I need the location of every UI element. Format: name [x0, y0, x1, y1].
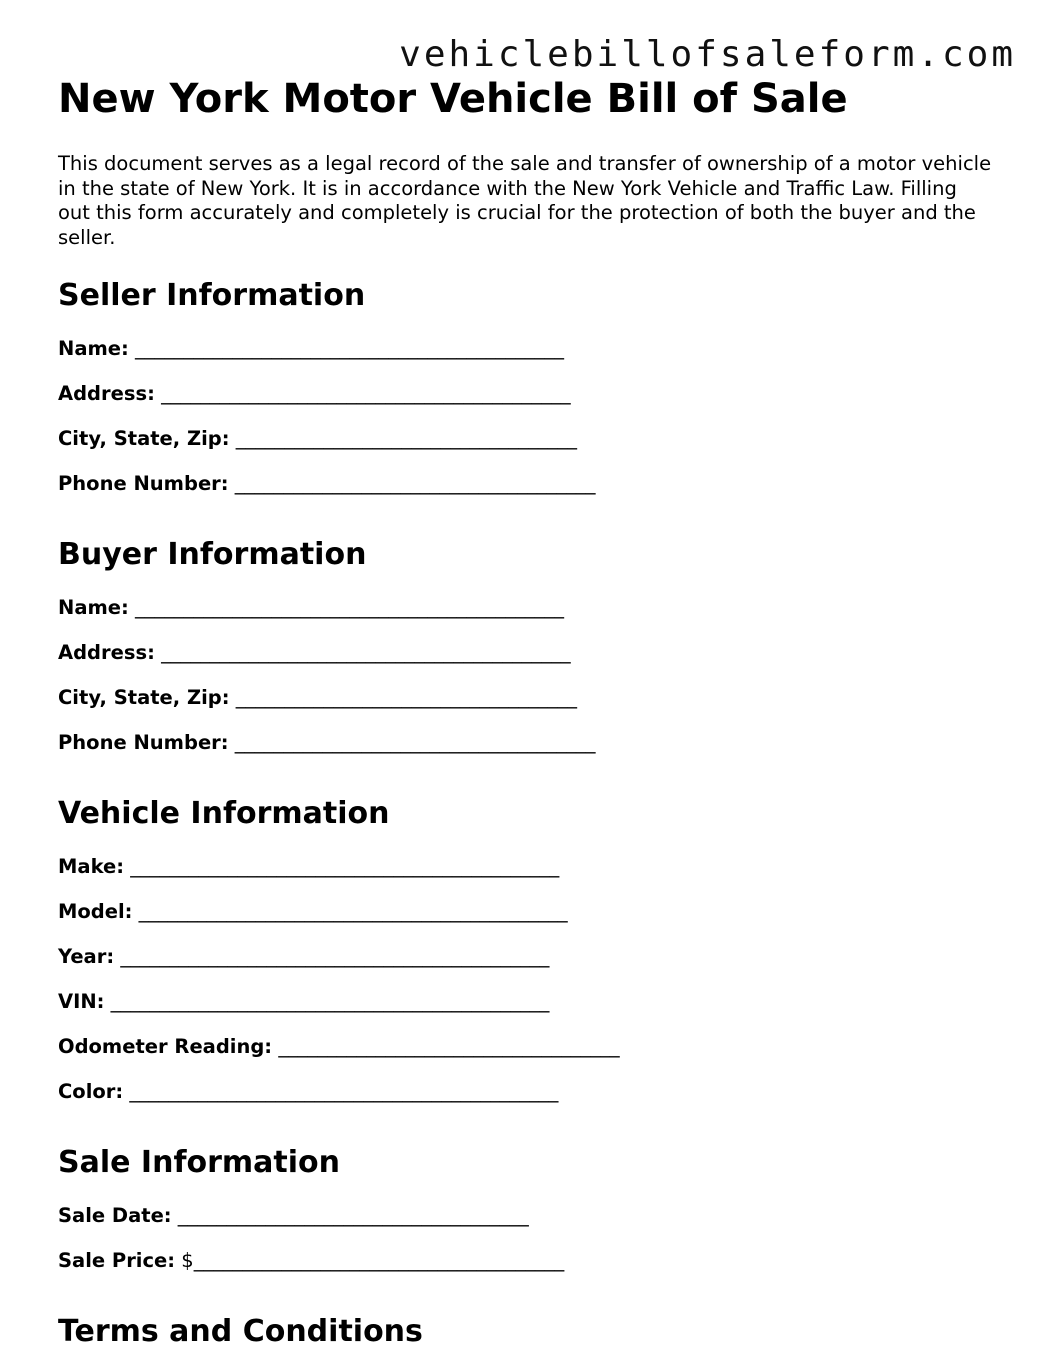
- field-label: Address:: [58, 641, 155, 664]
- seller-heading: Seller Information: [58, 278, 366, 313]
- sale-price-field[interactable]: [58, 1249, 998, 1294]
- field-label: Phone Number:: [58, 731, 229, 754]
- seller-city-state-zip-field[interactable]: [58, 427, 998, 472]
- terms-section: [58, 1312, 998, 1352]
- field-label: VIN:: [58, 990, 105, 1013]
- field-label: Color:: [58, 1080, 124, 1103]
- field-label: Address:: [58, 382, 155, 405]
- terms-heading: Terms and Conditions: [58, 1314, 423, 1349]
- field-label: City, State, Zip:: [58, 686, 230, 709]
- blank-line[interactable]: _____________________________________________: [110, 990, 550, 1013]
- vehicle-section: [58, 794, 998, 1125]
- vehicle-model-field[interactable]: [58, 900, 998, 945]
- field-label: Year:: [58, 945, 115, 968]
- document-page: [58, 72, 998, 1352]
- buyer-name-field[interactable]: [58, 596, 998, 641]
- blank-line[interactable]: __________________________________________: [161, 641, 571, 664]
- seller-phone-field[interactable]: [58, 472, 998, 517]
- site-watermark: vehiclebillofsaleform.com: [399, 34, 1016, 75]
- seller-section: [58, 276, 998, 517]
- buyer-phone-field[interactable]: [58, 731, 998, 776]
- vehicle-make-field[interactable]: [58, 855, 998, 900]
- blank-line[interactable]: __________________________________________: [161, 382, 571, 405]
- blank-line[interactable]: ___________________________________: [235, 427, 578, 450]
- blank-line[interactable]: _____________________________________: [234, 472, 596, 495]
- buyer-address-field[interactable]: [58, 641, 998, 686]
- sale-date-field[interactable]: [58, 1204, 998, 1249]
- field-label: Name:: [58, 596, 129, 619]
- blank-line[interactable]: _____________________________________: [234, 731, 596, 754]
- field-label: Sale Date:: [58, 1204, 172, 1227]
- blank-line[interactable]: ____________________________________________: [129, 1080, 559, 1103]
- field-label: Sale Price:: [58, 1249, 176, 1272]
- seller-name-field[interactable]: [58, 337, 998, 382]
- blank-line[interactable]: ______________________________________: [193, 1249, 565, 1272]
- field-label: Model:: [58, 900, 133, 923]
- blank-line[interactable]: ____________________________________________: [138, 900, 568, 923]
- blank-line[interactable]: ____________________________________________: [135, 596, 565, 619]
- vehicle-color-field[interactable]: [58, 1080, 998, 1125]
- buyer-heading: Buyer Information: [58, 537, 367, 572]
- vehicle-year-field[interactable]: [58, 945, 998, 990]
- field-label: Odometer Reading:: [58, 1035, 273, 1058]
- seller-address-field[interactable]: [58, 382, 998, 427]
- blank-line[interactable]: ___________________________________: [235, 686, 578, 709]
- blank-line[interactable]: ___________________________________: [278, 1035, 620, 1058]
- vehicle-heading: Vehicle Information: [58, 796, 390, 831]
- sale-section: [58, 1143, 998, 1294]
- field-label: Name:: [58, 337, 129, 360]
- blank-line[interactable]: ____________________________________: [177, 1204, 529, 1227]
- field-label: City, State, Zip:: [58, 427, 230, 450]
- buyer-city-state-zip-field[interactable]: [58, 686, 998, 731]
- blank-line[interactable]: ____________________________________________: [120, 945, 550, 968]
- field-label: Make:: [58, 855, 125, 878]
- intro-paragraph: This document serves as a legal record of the sale and transfer of ownership of a motor vehicle in the state of New York. It is in accordance with the New York Vehicle and Traffic Law. Filling out this form accurately and completely is crucial for the protection of both the buyer and the seller.: [58, 152, 992, 249]
- field-label: Phone Number:: [58, 472, 229, 495]
- blank-line[interactable]: ____________________________________________: [135, 337, 565, 360]
- vehicle-vin-field[interactable]: [58, 990, 998, 1035]
- sale-heading: Sale Information: [58, 1145, 340, 1180]
- page-title: New York Motor Vehicle Bill of Sale: [58, 76, 848, 122]
- vehicle-odometer-field[interactable]: [58, 1035, 998, 1080]
- buyer-section: [58, 535, 998, 776]
- currency-symbol: $: [181, 1249, 194, 1272]
- blank-line[interactable]: ____________________________________________: [130, 855, 560, 878]
